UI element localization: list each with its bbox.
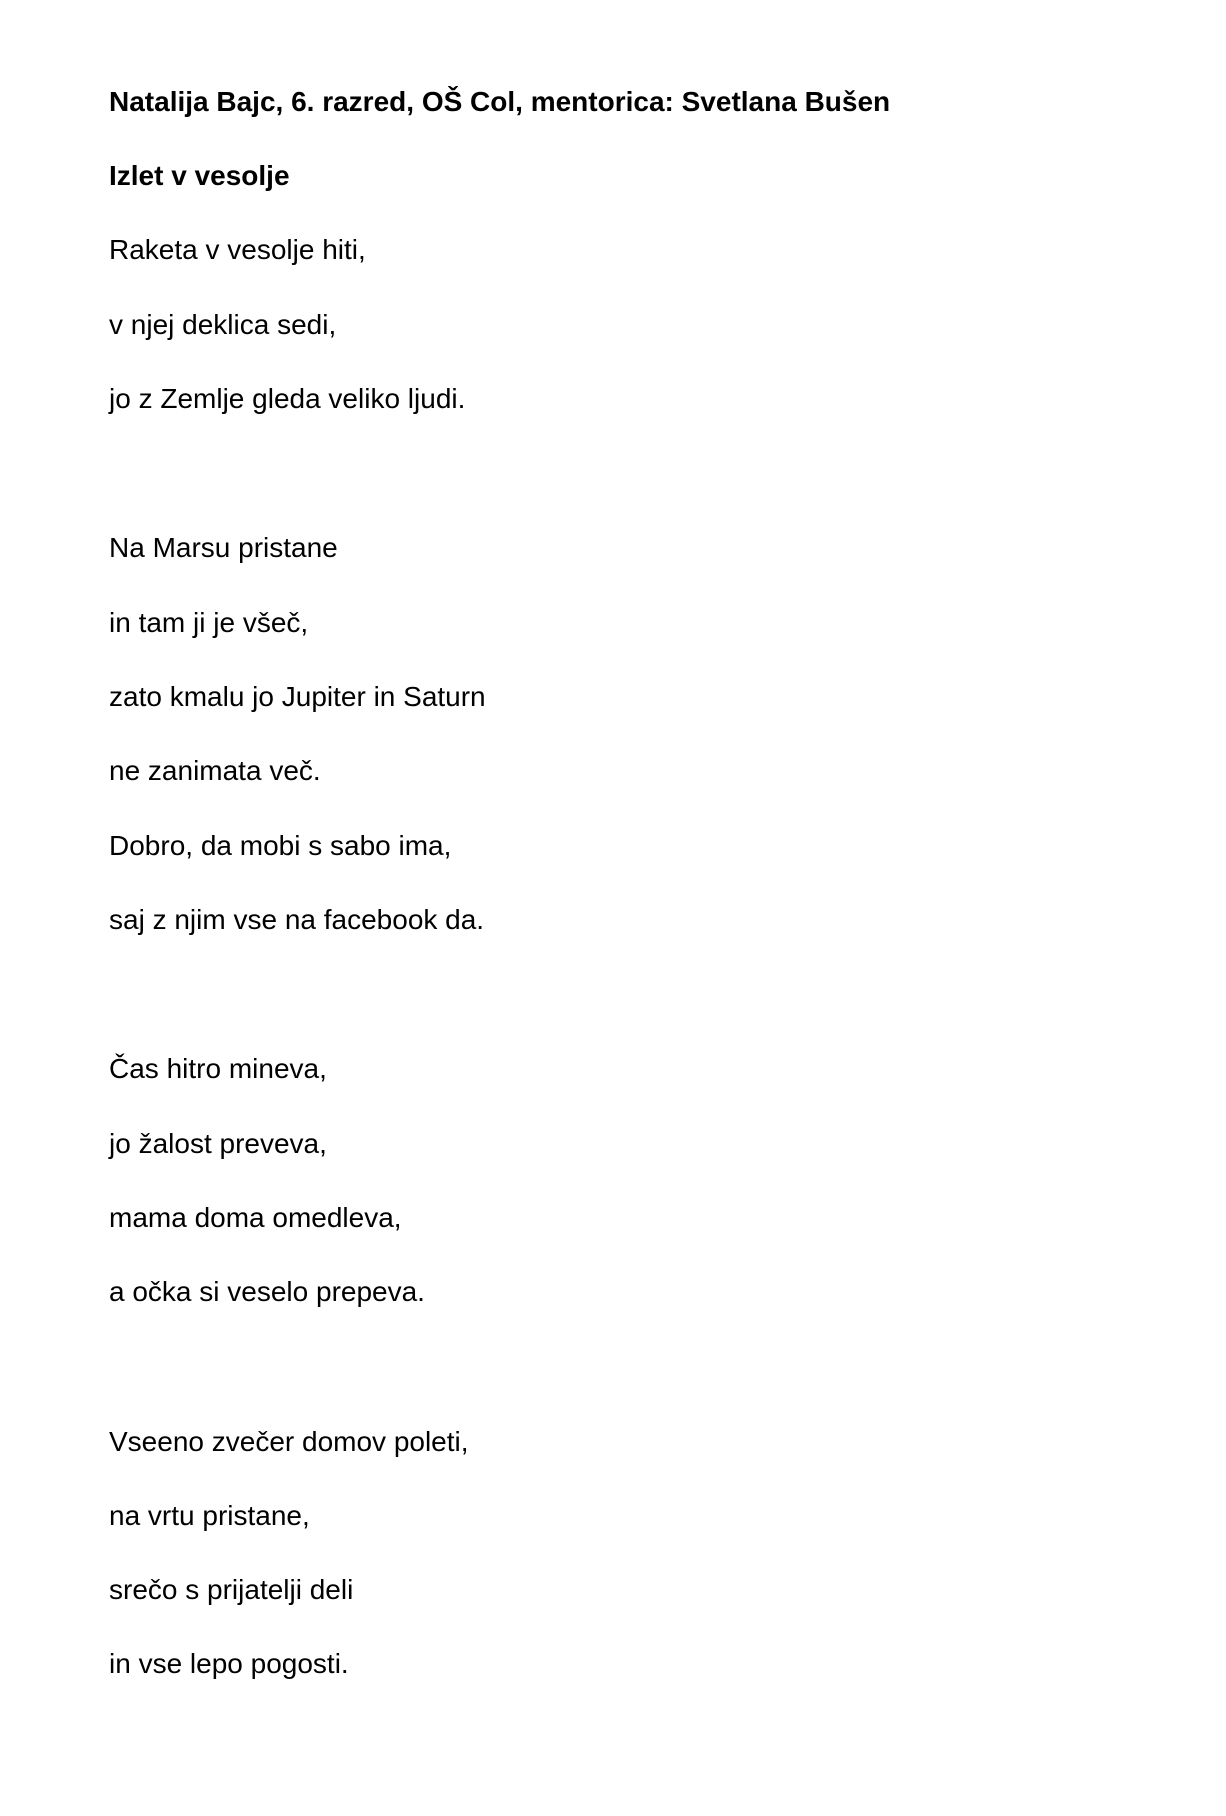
poem-line: mama doma omedleva, xyxy=(109,1202,402,1233)
poem-line: Dobro, da mobi s sabo ima, xyxy=(109,830,452,861)
poem-line: saj z njim vse na facebook da. xyxy=(109,904,485,935)
poem-line: Čas hitro mineva, xyxy=(109,1053,327,1084)
poem-line: a očka si veselo prepeva. xyxy=(109,1276,425,1307)
author-header: Natalija Bajc, 6. razred, OŠ Col, mentorica: Svetlana Bušen xyxy=(109,86,891,117)
poem-line: Na Marsu pristane xyxy=(109,532,338,563)
poem-line: in vse lepo pogosti. xyxy=(109,1648,349,1679)
poem-title: Izlet v vesolje xyxy=(109,160,290,191)
poem-line: in tam ji je všeč, xyxy=(109,607,309,638)
poem-line: srečo s prijatelji deli xyxy=(109,1574,354,1605)
poem-line: jo z Zemlje gleda veliko ljudi. xyxy=(109,383,466,414)
poem-line: na vrtu pristane, xyxy=(109,1500,310,1531)
poem-line: Vseeno zvečer domov poleti, xyxy=(109,1426,469,1457)
poem-line: Raketa v vesolje hiti, xyxy=(109,234,366,265)
poem-line: v njej deklica sedi, xyxy=(109,309,337,340)
poem-line: ne zanimata več. xyxy=(109,755,321,786)
poem-line: jo žalost preveva, xyxy=(109,1128,327,1159)
poem-line: zato kmalu jo Jupiter in Saturn xyxy=(109,681,486,712)
